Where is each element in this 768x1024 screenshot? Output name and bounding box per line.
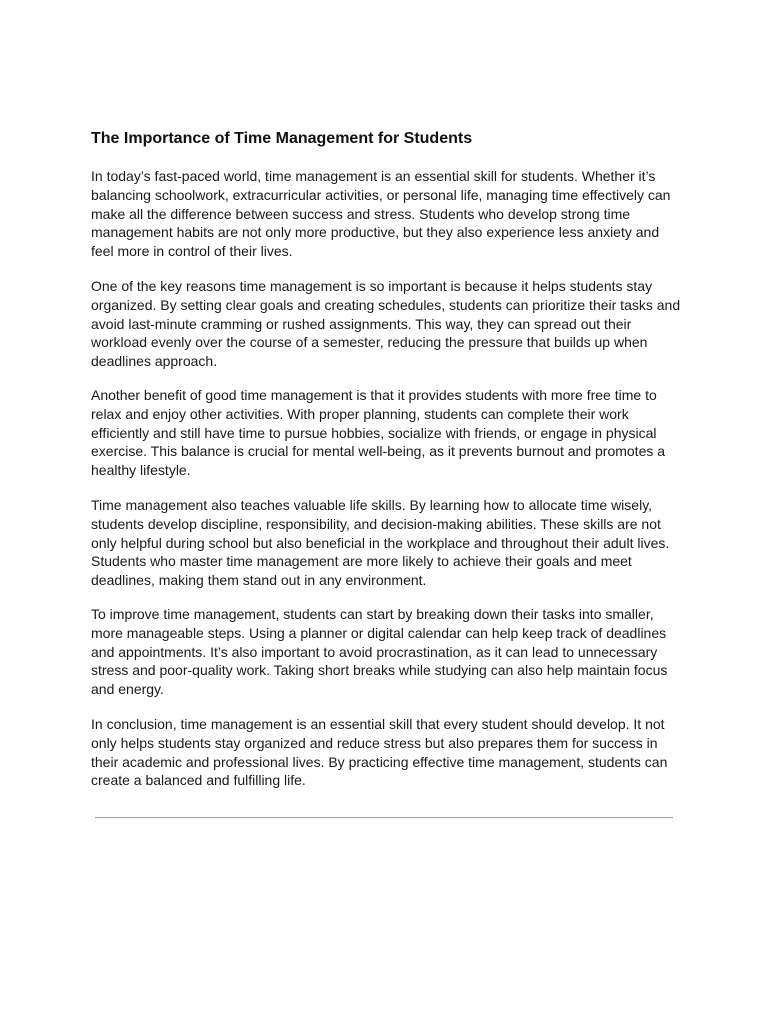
page-title: The Importance of Time Management for Students	[91, 130, 473, 147]
paragraph-organization: One of the key reasons time management is so important is because it helps students stay organized. By setting clear goals and creating schedules, students can prioritize their tasks and avoid last-minute cramming or rushed assignments. This way, they can spread out their workload evenly over the course of a semester, reducing the pressure that builds up when deadlines approach.	[91, 278, 681, 370]
paragraph-intro: In today’s fast-paced world, time management is an essential skill for students. Whether it’s balancing schoolwork, extracurricular activities, or personal life, managing time effectively can make all the difference between success and stress. Students who develop strong time management habits are not only more productive, but they also experience less anxiety and feel more in control of their lives.	[91, 168, 671, 260]
paragraph-improvement-tips: To improve time management, students can start by breaking down their tasks into smaller, more manageable steps. Using a planner or digital calendar can help keep track of deadlines and appointments. It’s also important to avoid procrastination, as it can lead to unnecessary stress and poor-quality work. Taking short breaks while studying can also help maintain focus and energy.	[91, 606, 668, 698]
horizontal-divider	[95, 817, 673, 818]
paragraph-life-skills: Time management also teaches valuable life skills. By learning how to allocate time wisely, students develop discipline, responsibility, and decision-making abilities. These skills are not only helpful during school but also beneficial in the workplace and throughout their adult lives. Students who master time management are more likely to achieve their goals and meet deadlines, making them stand out in any environment.	[91, 497, 670, 589]
paragraph-conclusion: In conclusion, time management is an essential skill that every student should develop. It not only helps students stay organized and reduce stress but also prepares them for success in their academic and professional lives. By practicing effective time management, students can create a balanced and fulfilling life.	[91, 716, 668, 789]
paragraph-free-time: Another benefit of good time management is that it provides students with more free time to relax and enjoy other activities. With proper planning, students can complete their work efficiently and still have time to pursue hobbies, socialize with friends, or engage in physical exercise. This balance is crucial for mental well-being, as it prevents burnout and promotes a healthy lifestyle.	[91, 387, 666, 479]
